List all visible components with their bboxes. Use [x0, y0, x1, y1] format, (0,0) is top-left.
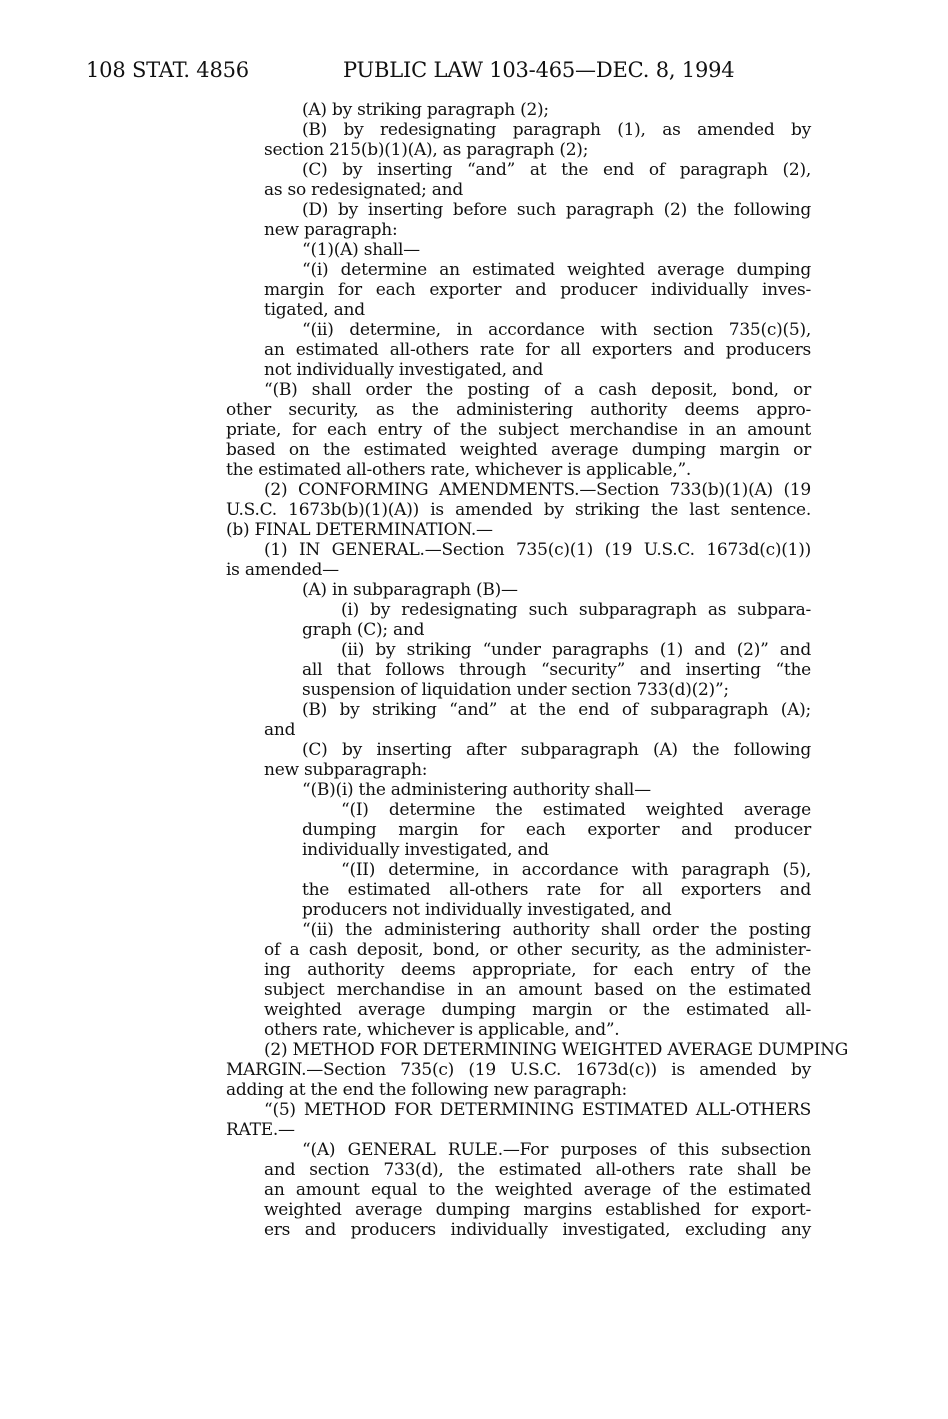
- text-line: “(II) determine, in accordance with paragraph (5),: [341, 860, 811, 880]
- text-line: the estimated all-others rate, whichever is applicable,”.: [226, 460, 692, 480]
- text-line: an amount equal to the weighted average of the estimated: [264, 1180, 811, 1200]
- subsection-heading: (b) FINAL DETERMINATION.—: [226, 520, 493, 540]
- text-line: (1) IN GENERAL.—Section 735(c)(1) (19 U.S.C. 1673d(c)(1)): [264, 540, 811, 560]
- page-header: [0, 58, 948, 88]
- text-line: MARGIN.—Section 735(c) (19 U.S.C. 1673d(c)) is amended by: [226, 1060, 811, 1080]
- text-line: and section 733(d), the estimated all-others rate shall be: [264, 1160, 811, 1180]
- text-line: (C) by inserting “and” at the end of paragraph (2),: [302, 160, 811, 180]
- text-line: “(ii) determine, in accordance with section 735(c)(5),: [302, 320, 811, 340]
- text-line: “(ii) the administering authority shall order the posting: [302, 920, 811, 940]
- text-line: tigated, and: [264, 300, 365, 320]
- text-line: ing authority deems appropriate, for each entry of the: [264, 960, 811, 980]
- text-line: U.S.C. 1673b(b)(1)(A)) is amended by striking the last sentence.: [226, 500, 811, 520]
- text-line: not individually investigated, and: [264, 360, 544, 380]
- text-line: dumping margin for each exporter and producer: [302, 820, 811, 840]
- text-line: (i) by redesignating such subparagraph as subpara-: [341, 600, 811, 620]
- public-law-title: PUBLIC LAW 103-465—DEC. 8, 1994: [343, 58, 735, 82]
- text-line: “(B)(i) the administering authority shall—: [302, 780, 651, 800]
- text-line: “(5) METHOD FOR DETERMINING ESTIMATED ALL-OTHERS: [264, 1100, 811, 1120]
- text-line: (A) by striking paragraph (2);: [302, 100, 549, 120]
- text-line: subject merchandise in an amount based on the estimated: [264, 980, 811, 1000]
- text-line: an estimated all-others rate for all exporters and producers: [264, 340, 811, 360]
- text-line: (D) by inserting before such paragraph (2) the following: [302, 200, 811, 220]
- statute-page-number: 108 STAT. 4856: [86, 58, 249, 82]
- text-line: new paragraph:: [264, 220, 398, 240]
- text-line: RATE.—: [226, 1120, 295, 1140]
- text-line: “(B) shall order the posting of a cash deposit, bond, or: [264, 380, 811, 400]
- text-line: (ii) by striking “under paragraphs (1) and (2)” and: [341, 640, 811, 660]
- text-line: (A) in subparagraph (B)—: [302, 580, 518, 600]
- text-line: suspension of liquidation under section 733(d)(2)”;: [302, 680, 729, 700]
- text-line: as so redesignated; and: [264, 180, 464, 200]
- conforming-amendments-line: (2) CONFORMING AMENDMENTS.—Section 733(b)(1)(A) (19: [264, 480, 811, 500]
- text-line: (2) METHOD FOR DETERMINING WEIGHTED AVERAGE DUMPING: [264, 1040, 849, 1060]
- text-line: weighted average dumping margins established for export-: [264, 1200, 811, 1220]
- text-line: others rate, whichever is applicable, and”.: [264, 1020, 620, 1040]
- text-line: “(I) determine the estimated weighted average: [341, 800, 811, 820]
- text-line: graph (C); and: [302, 620, 425, 640]
- text-line: “(i) determine an estimated weighted average dumping: [302, 260, 811, 280]
- text-line: (B) by striking “and” at the end of subparagraph (A);: [302, 700, 811, 720]
- text-line: all that follows through “security” and inserting “the: [302, 660, 811, 680]
- text-line: priate, for each entry of the subject merchandise in an amount: [226, 420, 811, 440]
- text-line: adding at the end the following new paragraph:: [226, 1080, 628, 1100]
- text-line: weighted average dumping margin or the estimated all-: [264, 1000, 811, 1020]
- text-line: “(1)(A) shall—: [302, 240, 420, 260]
- text-line: is amended—: [226, 560, 339, 580]
- text-line: (C) by inserting after subparagraph (A) the following: [302, 740, 811, 760]
- text-line: the estimated all-others rate for all exporters and: [302, 880, 811, 900]
- text-line: ers and producers individually investigated, excluding any: [264, 1220, 811, 1240]
- text-line: new subparagraph:: [264, 760, 428, 780]
- text-line: margin for each exporter and producer individually inves-: [264, 280, 811, 300]
- text-line: [264, 481, 811, 501]
- text-line: based on the estimated weighted average dumping margin or: [226, 440, 811, 460]
- text-line: section 215(b)(1)(A), as paragraph (2);: [264, 140, 589, 160]
- text-line: (B) by redesignating paragraph (1), as amended by: [302, 120, 811, 140]
- text-line: other security, as the administering authority deems appro-: [226, 400, 811, 420]
- text-line: “(A) GENERAL RULE.—For purposes of this subsection: [302, 1140, 811, 1160]
- text-line: of a cash deposit, bond, or other security, as the administer-: [264, 940, 811, 960]
- text-line: and: [264, 720, 296, 740]
- text-line: producers not individually investigated, and: [302, 900, 672, 920]
- text-line: individually investigated, and: [302, 840, 549, 860]
